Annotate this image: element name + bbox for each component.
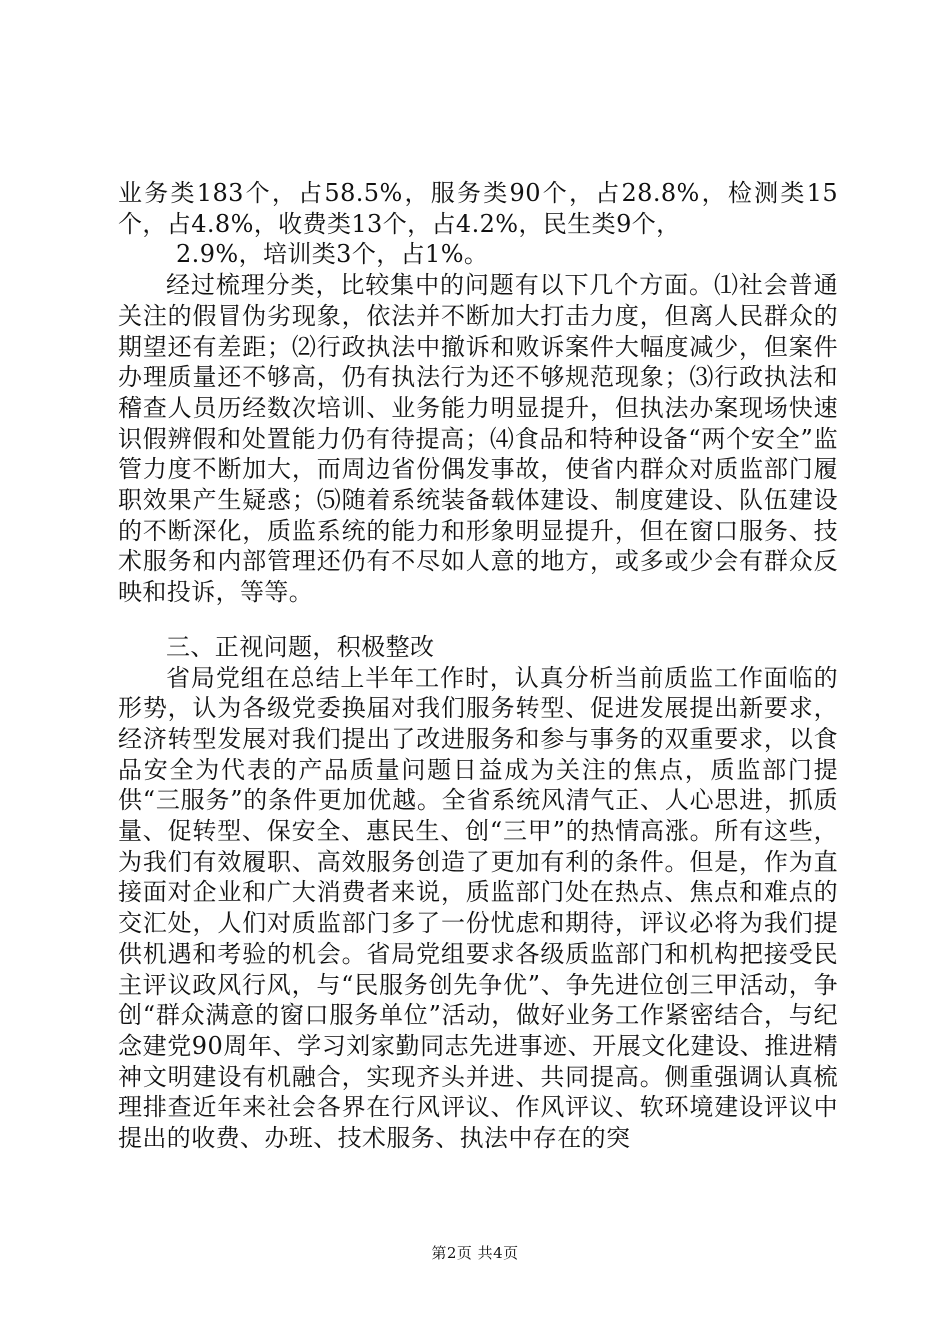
paragraph-statistics-continued: 2.9%，培训类3个，占1%。 (176, 240, 489, 269)
page-footer: 第2页 共4页 (431, 1244, 519, 1262)
paragraph-statistics: 业务类183个，占58.5%，服务类90个，占28.8%，检测类15个，占4.8%，收费类13个，占4.2%，民生类9个， (118, 179, 838, 238)
document-body (118, 178, 838, 1154)
paragraph-rectification: 省局党组在总结上半年工作时，认真分析当前质监工作面临的形势，认为各级党委换届对我们服务转型、促进发展提出新要求，经济转型发展对我们提出了改进服务和参与事务的双重要求，以食品安全为代表的产品质量问题日益成为关注的焦点，质监部门提供“三服务”的条件更加优越。全省系统风清气正、人心思进，抓质量、促转型、保安全、惠民生、创“三甲”的热情高涨。所有这些，为我们有效履职、高效服务创造了更加有利的条件。但是，作为直接面对企业和广大消费者来说，质监部门处在热点、焦点和难点的交汇处，人们对质监部门多了一份忧虑和期待，评议必将为我们提供机遇和考验的机会。省局党组要求各级质监部门和机构把接受民主评议政风行风，与“民服务创先争优”、争先进位创三甲活动，争创“群众满意的窗口服务单位”活动，做好业务工作紧密结合，与纪念建党90周年、学习刘家勤同志先进事迹、开展文化建设、推进精神文明建设有机融合，实现齐头并进、共同提高。侧重强调认真梳理排查近年来社会各界在行风评议、作风评议、软环境建设评议中提出的收费、办班、技术服务、执法中存在的突 (118, 663, 838, 1153)
paragraph-problems: 经过梳理分类，比较集中的问题有以下几个方面。⑴社会普通关注的假冒伪劣现象，依法并不断加大打击力度，但离人民群众的期望还有差距；⑵行政执法中撤诉和败诉案件大幅度减少，但案件办理质量还不够高，仍有执法行为还不够规范现象；⑶行政执法和稽查人员历经数次培训、业务能力明显提升，但执法办案现场快速识假辨假和处置能力仍有待提高；⑷食品和特种设备“两个安全”监管力度不断加大，而周边省份偶发事故，使省内群众对质监部门履职效果产生疑惑；⑸随着系统装备载体建设、制度建设、队伍建设的不断深化，质监系统的能力和形象明显提升，但在窗口服务、技术服务和内部管理还仍有不尽如人意的地方，或多或少会有群众反映和投诉，等等。 (118, 271, 838, 607)
section-heading: 三、正视问题，积极整改 (166, 632, 435, 661)
